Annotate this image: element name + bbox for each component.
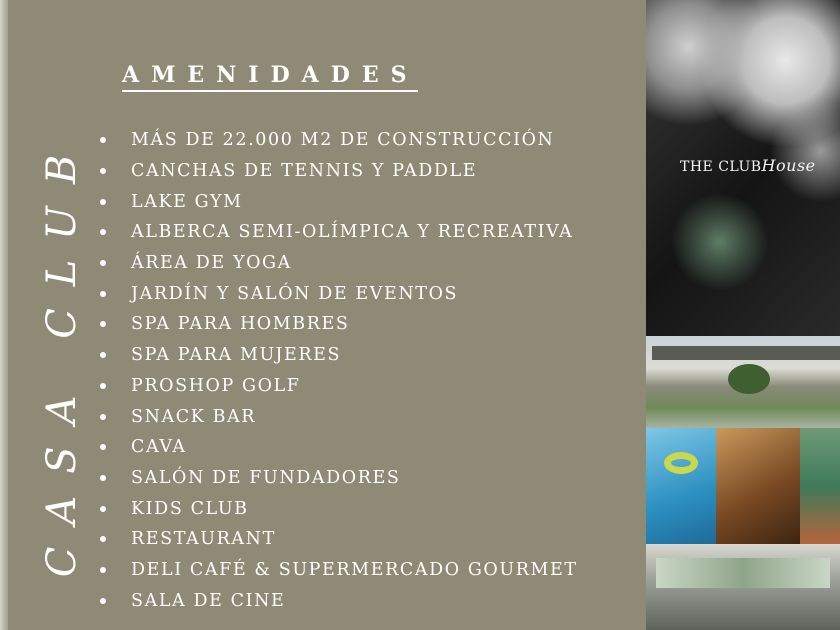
list-item-label: CANCHAS DE TENNIS Y PADDLE bbox=[131, 161, 478, 182]
bullet-icon bbox=[100, 137, 106, 143]
bullet-icon bbox=[100, 598, 106, 604]
list-item bbox=[100, 125, 578, 156]
gym-photo bbox=[646, 544, 840, 630]
logo-text: THE CLUB bbox=[680, 159, 762, 175]
bullet-icon bbox=[100, 260, 106, 266]
amenities-collage bbox=[646, 428, 840, 544]
list-item bbox=[100, 217, 578, 248]
list-item-label: LAKE GYM bbox=[131, 191, 243, 212]
bullet-icon bbox=[100, 229, 106, 235]
list-item-label: RESTAURANT bbox=[131, 529, 276, 550]
bullet-icon bbox=[100, 444, 106, 450]
gym-window bbox=[656, 558, 830, 588]
page-heading: AMENIDADES bbox=[122, 62, 418, 92]
bullet-icon bbox=[100, 352, 106, 358]
list-item-label: CAVA bbox=[131, 437, 187, 458]
list-item bbox=[100, 401, 578, 432]
logo-script-text: House bbox=[761, 156, 816, 175]
list-item bbox=[100, 340, 578, 371]
bullet-icon bbox=[100, 199, 106, 205]
list-item-label: DELI CAFÉ & SUPERMERCADO GOURMET bbox=[131, 559, 578, 580]
list-item bbox=[100, 432, 578, 463]
list-item bbox=[100, 278, 578, 309]
tennis-photo bbox=[800, 428, 840, 544]
bullet-icon bbox=[100, 414, 106, 420]
list-item bbox=[100, 371, 578, 402]
list-item bbox=[100, 493, 578, 524]
list-item-label: JARDÍN Y SALÓN DE EVENTOS bbox=[131, 283, 459, 304]
list-item bbox=[100, 463, 578, 494]
list-item-label: ÁREA DE YOGA bbox=[131, 253, 292, 274]
pool-photo bbox=[646, 428, 716, 544]
list-item-label: ALBERCA SEMI-OLÍMPICA Y RECREATIVA bbox=[131, 222, 574, 243]
list-item bbox=[100, 309, 578, 340]
list-item-label: SALÓN DE FUNDADORES bbox=[131, 467, 401, 488]
tree-shape bbox=[728, 364, 770, 394]
bullet-icon bbox=[100, 383, 106, 389]
spa-photo bbox=[716, 428, 800, 544]
amenity-list bbox=[100, 125, 578, 616]
list-item bbox=[100, 555, 578, 586]
list-item bbox=[100, 156, 578, 187]
list-item-label: MÁS DE 22.000 M2 DE CONSTRUCCIÓN bbox=[131, 130, 555, 151]
bullet-icon bbox=[100, 506, 106, 512]
page-edge bbox=[0, 0, 8, 630]
vertical-title: CASA CLUB bbox=[39, 132, 85, 578]
list-item bbox=[100, 248, 578, 279]
clubhouse-logo bbox=[680, 156, 816, 175]
list-item-label: KIDS CLUB bbox=[131, 498, 249, 519]
list-item-label: SNACK BAR bbox=[131, 406, 257, 427]
bullet-icon bbox=[100, 567, 106, 573]
bullet-icon bbox=[100, 168, 106, 174]
bullet-icon bbox=[100, 321, 106, 327]
list-item bbox=[100, 524, 578, 555]
pool-float-shape bbox=[664, 452, 698, 474]
list-item-label: PROSHOP GOLF bbox=[131, 375, 301, 396]
list-item-label: SPA PARA MUJERES bbox=[131, 345, 342, 366]
list-item bbox=[100, 585, 578, 616]
list-item bbox=[100, 186, 578, 217]
party-photo bbox=[646, 0, 840, 336]
list-item-label: SPA PARA HOMBRES bbox=[131, 314, 350, 335]
photo-column bbox=[646, 0, 840, 630]
building-roof bbox=[652, 346, 840, 360]
bullet-icon bbox=[100, 291, 106, 297]
bullet-icon bbox=[100, 475, 106, 481]
bullet-icon bbox=[100, 536, 106, 542]
building-photo bbox=[646, 336, 840, 428]
list-item-label: SALA DE CINE bbox=[131, 590, 286, 611]
